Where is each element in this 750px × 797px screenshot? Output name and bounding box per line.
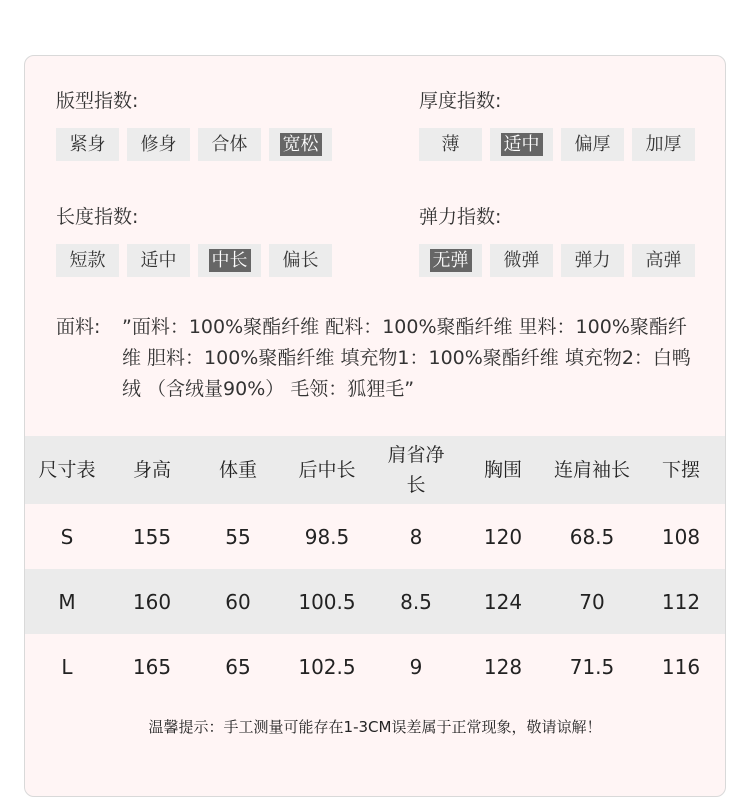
header-sleeve-length: 连肩袖长	[547, 436, 637, 504]
fit-option: 紧身	[56, 128, 119, 161]
table-cell: 124	[459, 569, 547, 634]
length-options	[56, 244, 332, 277]
thickness-option: 加厚	[632, 128, 695, 161]
table-cell: M	[25, 569, 109, 634]
fit-option: 合体	[198, 128, 261, 161]
elasticity-option: 高弹	[632, 244, 695, 277]
table-cell: 128	[483, 654, 523, 679]
table-row	[25, 634, 725, 699]
thickness-index	[419, 88, 719, 198]
thickness-option-selected: 适中	[490, 128, 553, 161]
length-index-label: 长度指数:	[56, 206, 139, 228]
fit-option: 修身	[127, 128, 190, 161]
fit-option-selected: 宽松	[269, 128, 332, 161]
header-chest: 胸围	[459, 436, 547, 504]
elasticity-options	[419, 244, 695, 277]
fit-options	[56, 128, 332, 161]
table-cell: 100.5	[281, 569, 373, 634]
table-cell: 65	[225, 654, 251, 679]
fit-index	[56, 88, 386, 198]
table-cell: 155	[132, 524, 172, 549]
header-weight: 体重	[195, 436, 281, 504]
thickness-index-label: 厚度指数:	[419, 90, 502, 112]
table-cell: 112	[637, 569, 725, 634]
header-size-chart: 尺寸表	[25, 436, 109, 504]
length-option: 适中	[127, 244, 190, 277]
table-row	[25, 504, 725, 569]
product-info-card	[24, 55, 726, 797]
table-cell: 8.5	[373, 569, 459, 634]
thickness-option: 薄	[419, 128, 482, 161]
length-option: 偏长	[269, 244, 332, 277]
table-cell: L	[61, 654, 73, 679]
fit-index-label: 版型指数:	[56, 90, 139, 112]
table-cell: 60	[195, 569, 281, 634]
size-table	[25, 436, 725, 699]
header-hem: 下摆	[637, 436, 725, 504]
table-cell: 165	[132, 654, 172, 679]
thickness-options	[419, 128, 695, 161]
elasticity-index-label: 弹力指数:	[419, 206, 502, 228]
fabric-label: 面料:	[56, 316, 101, 338]
table-row	[25, 569, 725, 634]
table-cell: 70	[547, 569, 637, 634]
header-height: 身高	[109, 436, 195, 504]
elasticity-option-selected: 无弹	[419, 244, 482, 277]
header-shoulder-length: 肩省净长	[373, 436, 459, 504]
table-cell: 9	[409, 654, 423, 679]
table-cell: 116	[661, 654, 701, 679]
table-cell: S	[60, 524, 74, 549]
table-cell: 160	[109, 569, 195, 634]
table-cell: 55	[225, 524, 251, 549]
measurement-tip: 温馨提示：手工测量可能存在1-3CM误差属于正常现象，敬请谅解！	[148, 718, 602, 736]
table-cell: 98.5	[304, 524, 350, 549]
elasticity-option: 弹力	[561, 244, 624, 277]
fabric-composition: ”面料：100%聚酯纤维 配料：100%聚酯纤维 里料：100%聚酯纤维 胆料：100%聚酯纤维 填充物1：100%聚酯纤维 填充物2：白鸭绒 （含绒量90%） 毛领：狐狸毛”	[122, 316, 691, 400]
elasticity-index	[419, 204, 719, 314]
length-index	[56, 204, 386, 314]
table-cell: 108	[661, 524, 701, 549]
table-cell: 71.5	[569, 654, 615, 679]
table-cell: 68.5	[569, 524, 615, 549]
elasticity-option: 微弹	[490, 244, 553, 277]
table-cell: 8	[409, 524, 423, 549]
size-table-header	[25, 436, 725, 504]
table-cell: 102.5	[298, 654, 356, 679]
length-option-selected: 中长	[198, 244, 261, 277]
thickness-option: 偏厚	[561, 128, 624, 161]
table-cell: 120	[483, 524, 523, 549]
header-back-length: 后中长	[281, 436, 373, 504]
length-option: 短款	[56, 244, 119, 277]
